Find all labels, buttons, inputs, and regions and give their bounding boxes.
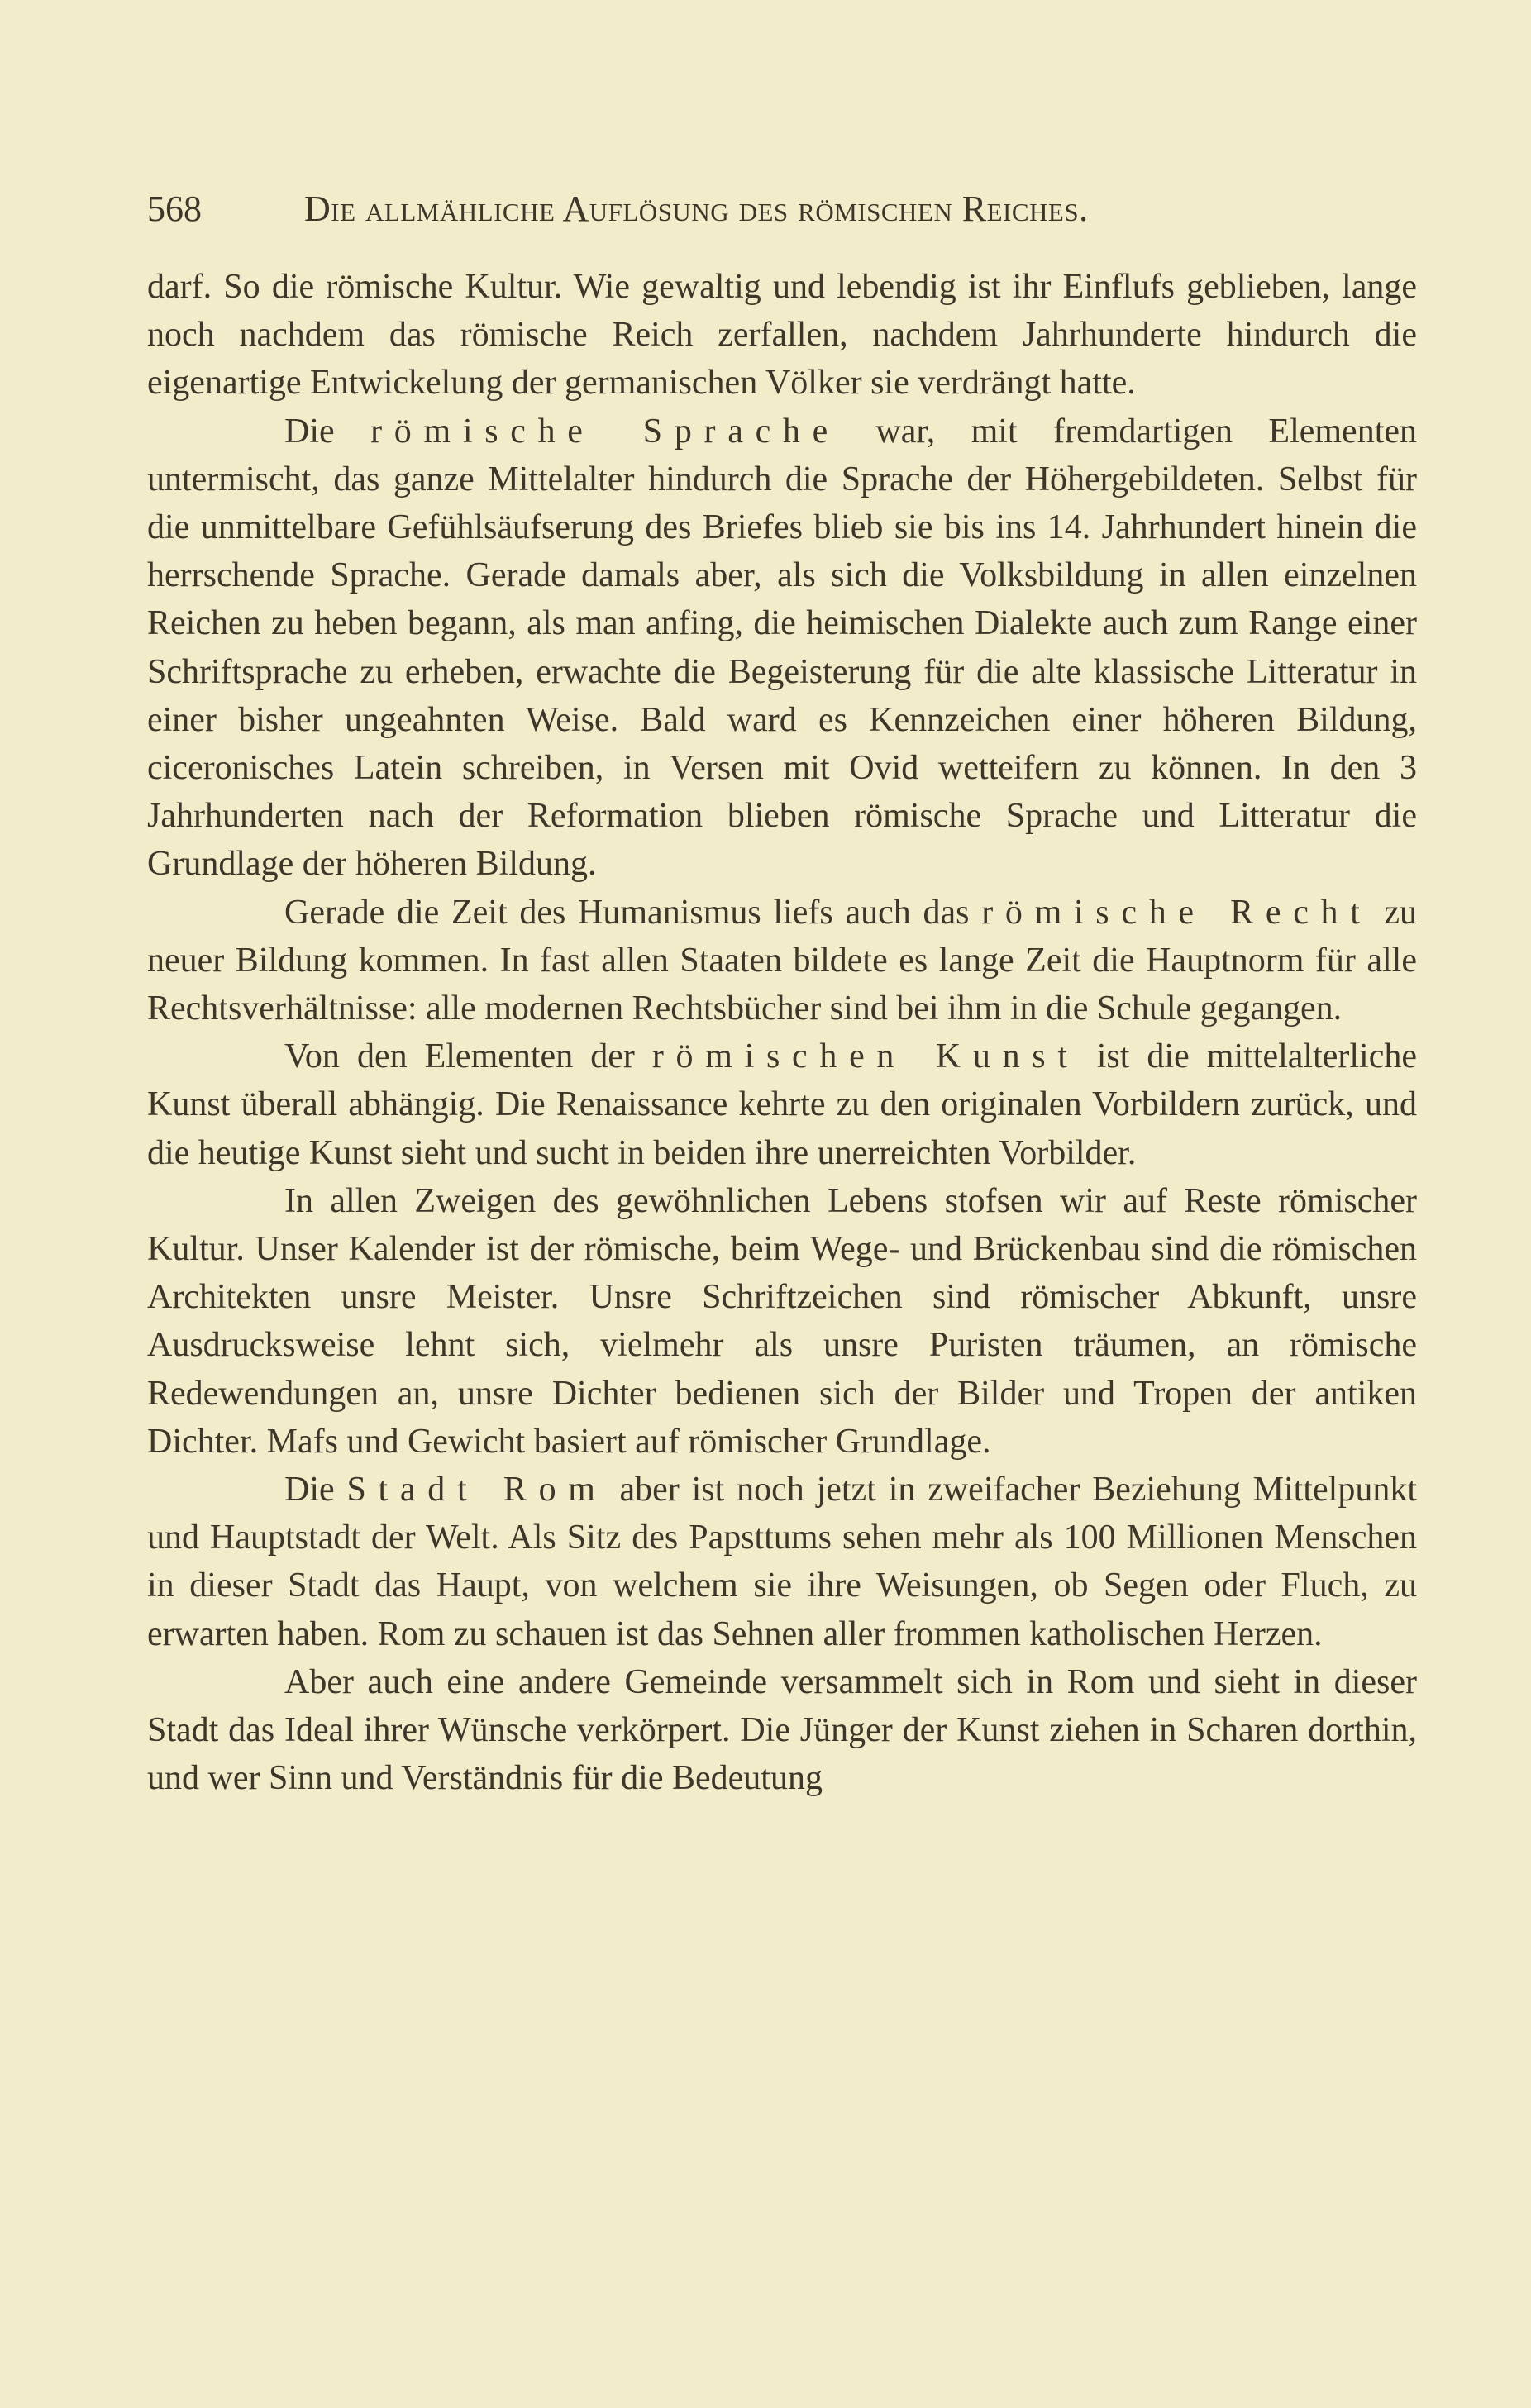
- paragraph: [147, 1177, 1417, 1466]
- text-segment: war, mit fremdartigen Elementen untermischt, das ganze Mittelalter hindurch die Sprache der Höhergebildeten. Selbst für die unmittelbare Gefühlsäufserung des Briefes blieb sie bis ins 14. Jahrhundert hinein die herrschende Sprache. Gerade damals aber, als sich die Volksbildung in allen einzelnen Reichen zu heben begann, als man anfing, die heimischen Dialekte auch zum Range einer Schriftsprache zu erheben, erwachte die Begeisterung für die alte klassische Litteratur in einer bisher ungeahnten Weise. Bald ward es Kennzeichen einer höheren Bildung, ciceronisches Latein schreiben, in Versen mit Ovid wetteifern zu können. In den 3 Jahrhunderten nach der Reformation blieben römische Sprache und Litteratur die Grundlage der höheren Bildung.: [147, 412, 1418, 884]
- text-segment: Von den Elementen der: [284, 1037, 652, 1076]
- spaced-emphasis: römische Sprache: [370, 412, 840, 451]
- paragraph: [147, 1658, 1417, 1803]
- paragraph: [147, 1032, 1417, 1177]
- spaced-emphasis: römischen Kunst: [651, 1037, 1080, 1076]
- running-header: [147, 186, 1412, 232]
- spaced-emphasis: römische Recht: [981, 893, 1372, 932]
- running-title: Die allmähliche Auflösung des römischen Reiches.: [304, 188, 1089, 229]
- body-text: [147, 263, 1417, 1803]
- text-segment: In allen Zweigen des gewöhnlichen Lebens stofsen wir auf Reste römischer Kultur. Unser Kalender ist der römische, beim Wege- und Brückenbau sind die römischen Architekten unsre Meister. Unsre Schriftzeichen sind römischer Abkunft, unsre Ausdrucksweise lehnt sich, vielmehr als unsre Puristen träumen, an römische Redewendungen an, unsre Dichter bedienen sich der Bilder und Tropen der antiken Dichter. Mafs und Gewicht basiert auf römischer Grundlage.: [147, 1181, 1417, 1461]
- text-segment: darf. So die römische Kultur. Wie gewaltig und lebendig ist ihr Einflufs geblieben, lange noch nachdem das römische Reich zerfallen, nachdem Jahrhunderte hindurch die eigenartige Entwickelung der germanischen Völker sie verdrängt hatte.: [147, 268, 1417, 403]
- text-segment: Die: [284, 412, 371, 451]
- text-segment: aber ist noch jetzt in zweifacher Beziehung Mittelpunkt und Hauptstadt der Welt. Als Sitz des Papsttums sehen mehr als 100 Millionen Menschen in dieser Stadt das Haupt, von welchem sie ihre Weisungen, ob Segen oder Fluch, zu erwarten haben. Rom zu schauen ist das Sehnen aller frommen katholischen Herzen.: [147, 1471, 1417, 1653]
- paragraph: [147, 408, 1417, 889]
- text-segment: ist die mittelalterliche Kunst überall abhängig. Die Renaissance kehrte zu den originalen Vorbildern zurück, und die heutige Kunst sieht und sucht in beiden ihre unerreichten Vorbilder.: [147, 1037, 1417, 1172]
- paragraph: [147, 1466, 1417, 1658]
- text-segment: Die: [284, 1471, 347, 1509]
- spaced-emphasis: Stadt Rom: [346, 1471, 608, 1509]
- paragraph: [147, 889, 1417, 1033]
- text-segment: Gerade die Zeit des Humanismus liefs auch das: [284, 893, 982, 932]
- text-segment: zu neuer Bildung kommen. In fast allen Staaten bildete es lange Zeit die Hauptnorm für alle Rechtsverhältnisse: alle modernen Rechtsbücher sind bei ihm in die Schule gegangen.: [147, 893, 1417, 1028]
- text-segment: Aber auch eine andere Gemeinde versammelt sich in Rom und sieht in dieser Stadt das Ideal ihrer Wünsche verkörpert. Die Jünger der Kunst ziehen in Scharen dorthin, und wer Sinn und Verständnis für die Bedeutung: [147, 1662, 1417, 1798]
- page-number: 568: [147, 188, 202, 229]
- paragraph: [147, 263, 1417, 408]
